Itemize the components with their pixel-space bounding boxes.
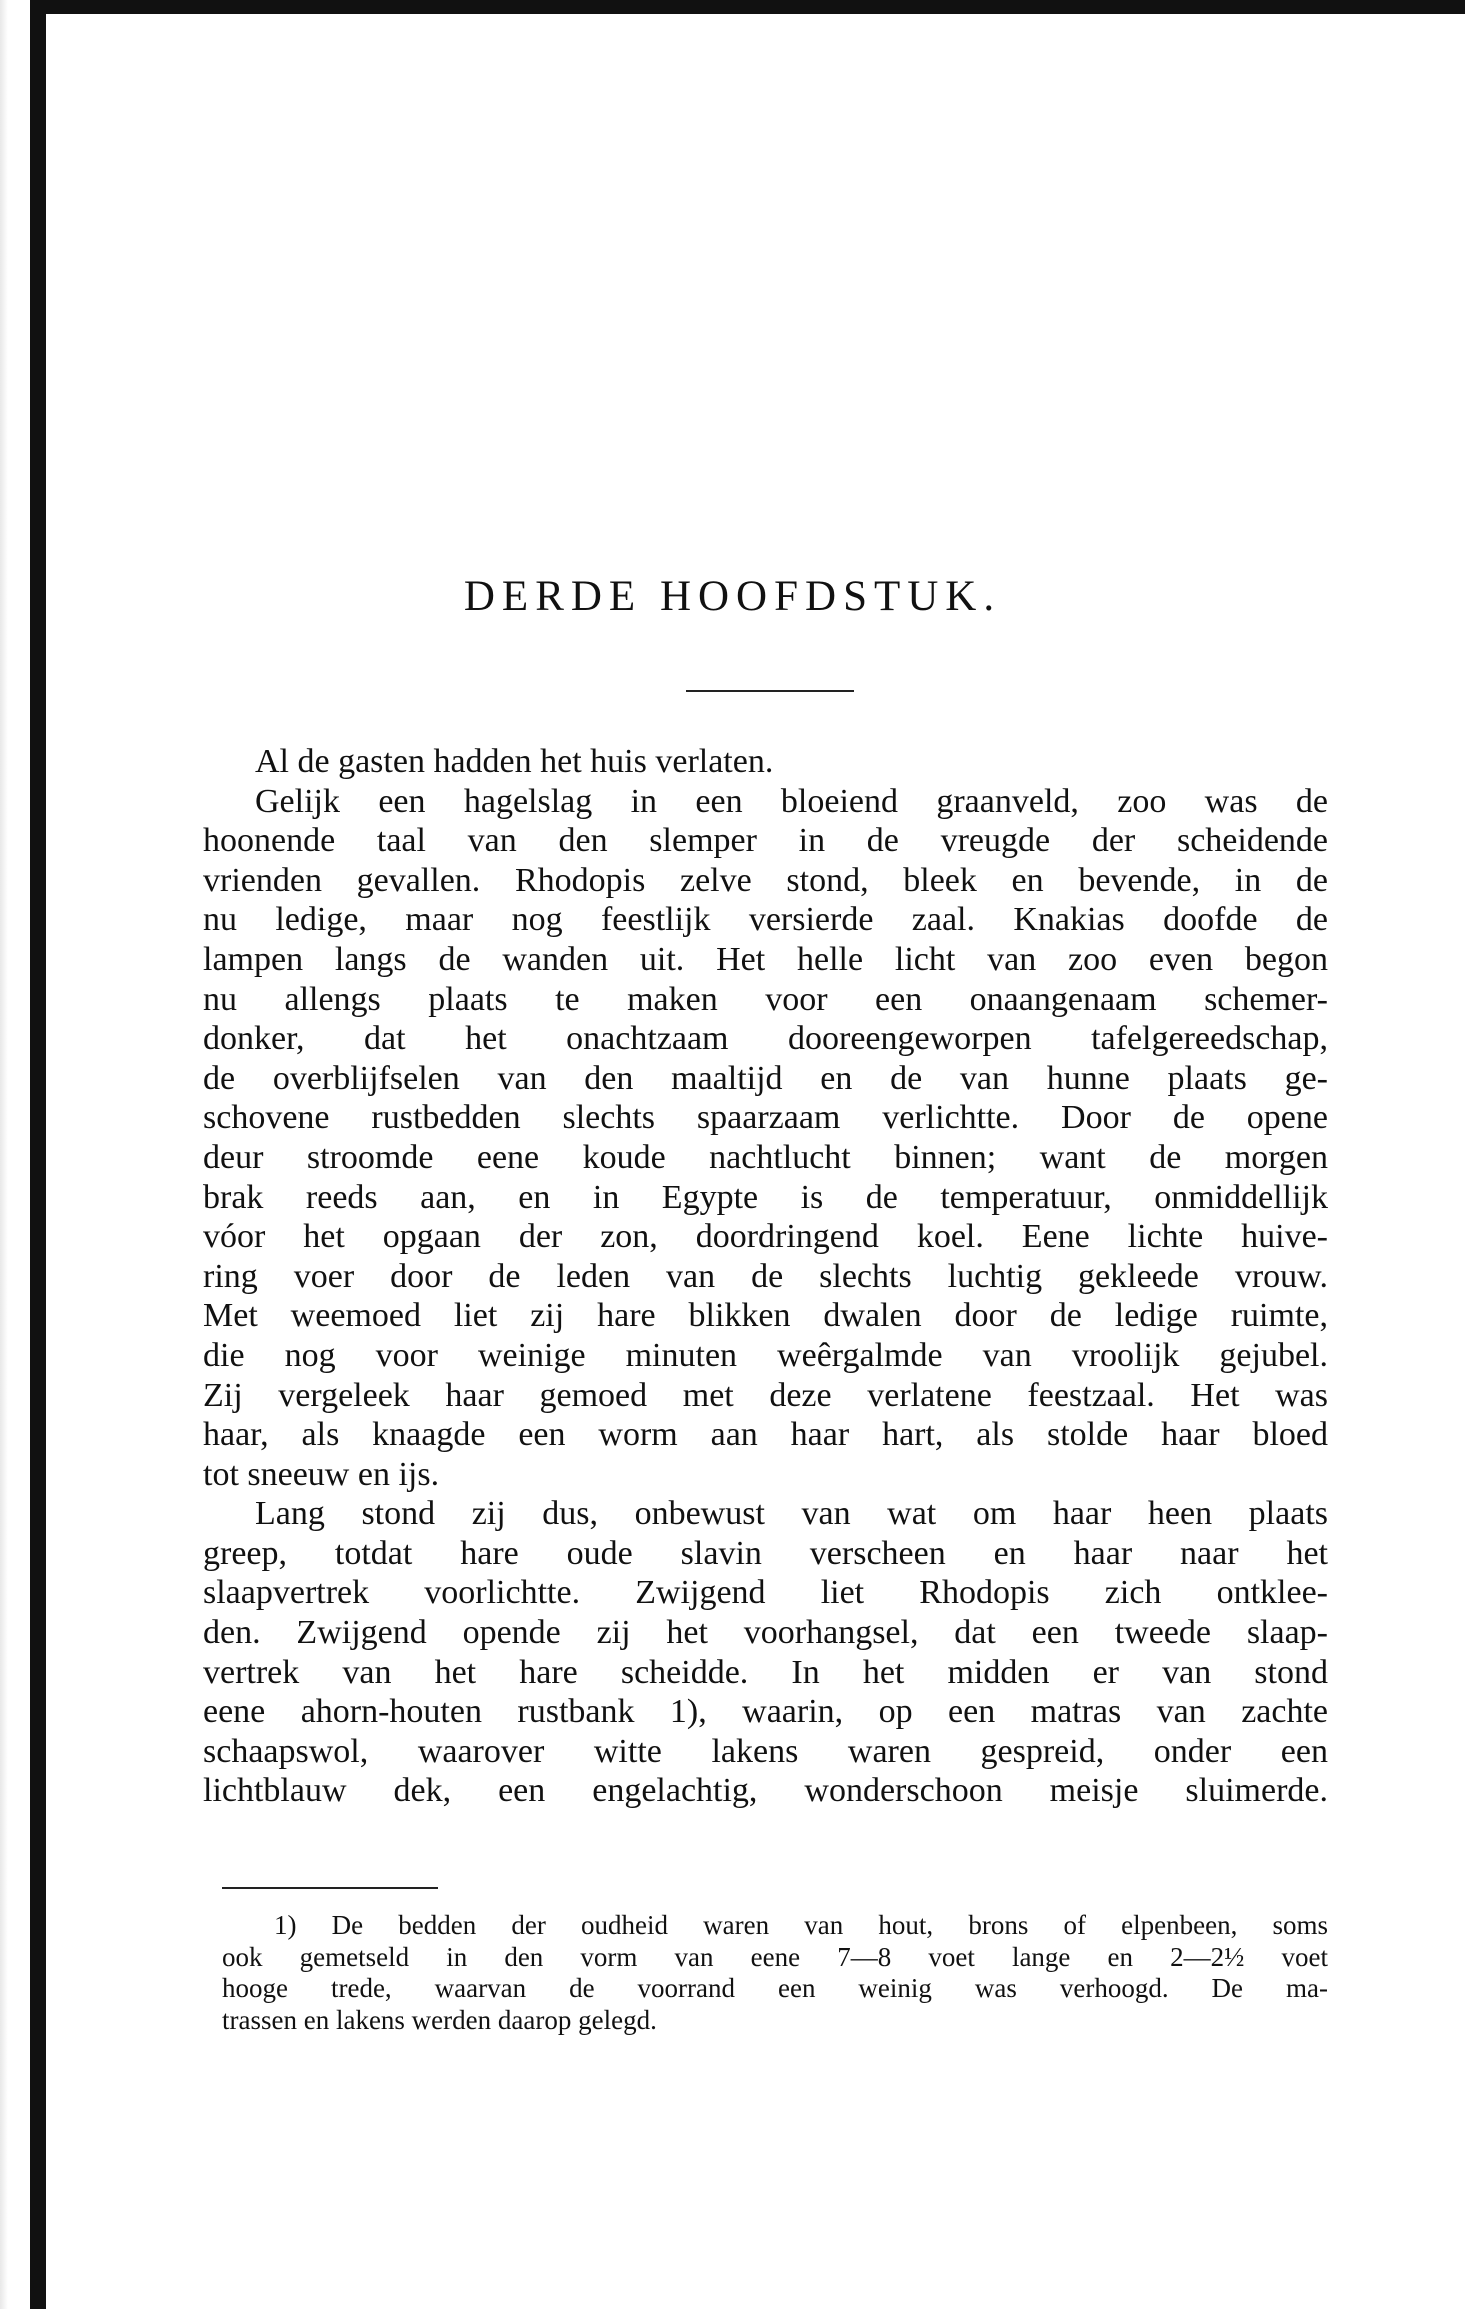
text-line: Gelijk een hagelslag in een bloeiend graanveld, zoo was de [255,782,1328,820]
footnote-line: 1) De bedden der oudheid waren van hout, brons of elpenbeen, soms [274,1910,1328,1940]
text-line: vóor het opgaan der zon, doordringend koel. Eene lichte huive- [203,1218,1328,1256]
text-line: lichtblauw dek, een engelachtig, wonderschoon meisje sluimerde. [203,1772,1328,1810]
text-line: nu ledige, maar nog feestlijk versierde zaal. Knakias doofde de [203,901,1328,939]
text-line: die nog voor weinige minuten weêrgalmde van vroolijk gejubel. [203,1336,1328,1374]
text-line: tot sneeuw en ijs. [203,1455,440,1493]
text-line: schaapswol, waarover witte lakens waren gespreid, onder een [203,1732,1328,1770]
text-line: de overblijfselen van den maaltijd en de van hunne plaats ge- [203,1059,1328,1097]
scan-shadow [0,0,8,2309]
footnote-line: ook gemetseld in den vorm van eene 7—8 voet lange en 2—2½ voet [222,1941,1328,1972]
scan-border-left [30,0,46,2309]
footnote-divider [222,1887,438,1889]
text-line: hoonende taal van den slemper in de vreugde der scheidende [203,822,1328,860]
text-line: Met weemoed liet zij hare blikken dwalen door de ledige ruimte, [203,1297,1328,1335]
text-line: vrienden gevallen. Rhodopis zelve stond, bleek en bevende, in de [203,861,1328,899]
text-line: greep, totdat hare oude slavin verscheen en haar naar het [203,1534,1328,1572]
text-line: schovene rustbedden slechts spaarzaam verlichtte. Door de opene [203,1099,1328,1137]
footnote-line: trassen en lakens werden daarop gelegd. [222,2004,657,2035]
text-line: slaapvertrek voorlichtte. Zwijgend liet Rhodopis zich ontklee- [203,1574,1328,1612]
heading-divider [686,690,854,692]
text-line: lampen langs de wanden uit. Het helle licht van zoo even begon [203,940,1328,978]
text-line: brak reeds aan, en in Egypte is de temperatuur, onmiddellijk [203,1178,1328,1216]
text-line: vertrek van het hare scheidde. In het midden er van stond [203,1653,1328,1691]
chapter-heading: DERDE HOOFDSTUK. [463,573,1002,620]
text-line: haar, als knaagde een worm aan haar hart, als stolde haar bloed [203,1416,1328,1454]
text-line: ring voer door de leden van de slechts luchtig gekleede vrouw. [203,1257,1328,1295]
scan-border-top [30,0,1465,14]
text-line: Al de gasten hadden het huis verlaten. [255,743,774,780]
text-line: eene ahorn-houten rustbank 1), waarin, op een matras van zachte [203,1693,1328,1731]
text-line: Zij vergeleek haar gemoed met deze verlatene feestzaal. Het was [203,1376,1328,1414]
text-line: deur stroomde eene koude nachtlucht binnen; want de morgen [203,1138,1328,1176]
footnote-line: hooge trede, waarvan de voorrand een weinig was verhoogd. De ma- [222,1973,1328,2003]
body-text [203,742,1328,1811]
text-line: nu allengs plaats te maken voor een onaangenaam schemer- [203,980,1328,1018]
text-line: den. Zwijgend opende zij het voorhangsel, dat een tweede slaap- [203,1614,1328,1652]
text-line: donker, dat het onachtzaam dooreengeworpen tafelgereedschap, [203,1020,1328,1058]
footnote [222,1910,1328,2036]
text-line: Lang stond zij dus, onbewust van wat om haar heen plaats [255,1495,1328,1533]
